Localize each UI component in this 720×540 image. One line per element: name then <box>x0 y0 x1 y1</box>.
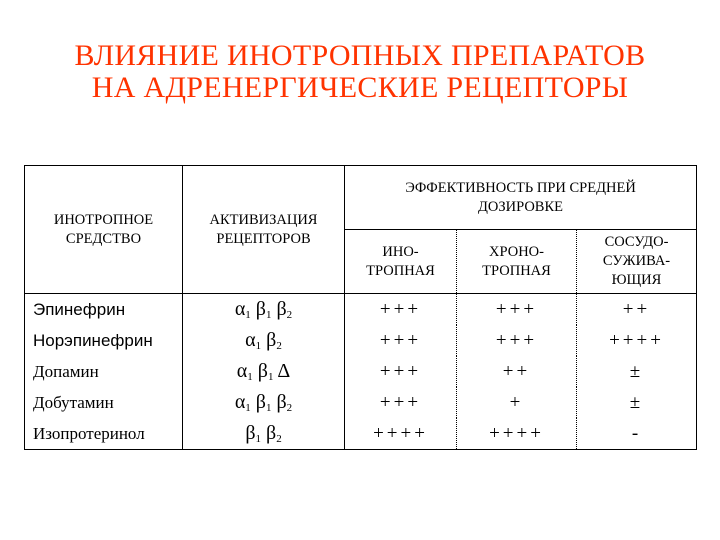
inotropic-value: +++ <box>345 356 457 387</box>
receptor-subscript: 1 <box>247 371 253 383</box>
receptor-subscript: 1 <box>265 309 272 321</box>
drug-name: Допамин <box>25 356 183 387</box>
receptor-cell <box>183 387 345 418</box>
header-chronotropic-line2: ТРОПНАЯ <box>482 262 551 279</box>
receptor-subscript: 1 <box>267 371 274 383</box>
table-row <box>25 387 697 418</box>
header-efficiency-label: ЭФФЕКТИВНОСТЬ ПРИ СРЕДНЕЙ ДОЗИРОВКЕ <box>405 179 636 215</box>
receptor-cell <box>183 356 345 387</box>
receptor-subscript: 2 <box>286 309 293 321</box>
drug-name: Норэпинефрин <box>25 325 183 356</box>
receptor-symbol: α <box>245 329 256 351</box>
title-line-1: ВЛИЯНИЕ ИНОТРОПНЫХ ПРЕПАРАТОВ <box>74 39 646 72</box>
header-inotropic-line1: ИНО- <box>382 243 419 260</box>
drug-name: Эпинефрин <box>25 294 183 326</box>
receptor-symbol: β <box>245 422 256 444</box>
header-drug <box>25 166 183 294</box>
receptor-symbol: β <box>276 298 287 320</box>
receptor-symbol: α <box>236 360 248 382</box>
header-inotropic-line2: ТРОПНАЯ <box>366 262 435 279</box>
receptor-subscript: 2 <box>276 340 282 352</box>
receptor-symbol: β <box>266 422 277 444</box>
header-receptors <box>183 166 345 294</box>
receptor-subscript: 1 <box>255 340 262 352</box>
chronotropic-value: +++ <box>457 325 577 356</box>
vaso-value: ++ <box>577 294 697 326</box>
receptor-symbol: β <box>255 298 266 320</box>
vaso-value: ++++ <box>577 325 697 356</box>
header-vaso-line3: ЮЩИЯ <box>611 272 662 288</box>
table-row <box>25 356 697 387</box>
header-vasoconstrictive <box>577 230 697 294</box>
table-row <box>25 294 697 326</box>
vaso-value: - <box>577 418 697 450</box>
inotropic-value: ++++ <box>345 418 457 450</box>
drug-name: Добутамин <box>25 387 183 418</box>
receptor-subscript: 1 <box>265 402 272 414</box>
header-chronotropic-line1: ХРОНО- <box>489 243 544 260</box>
receptor-cell <box>183 325 345 356</box>
receptor-subscript: 1 <box>245 402 251 414</box>
header-receptors-label: АКТИВИЗАЦИЯ РЕЦЕПТОРОВ <box>209 211 318 247</box>
title-line-2: НА АДРЕНЕРГИЧЕСКИЕ РЕЦЕПТОРЫ <box>91 71 629 104</box>
receptor-symbol: β <box>276 391 287 413</box>
chronotropic-value: ++++ <box>457 418 577 450</box>
inotropic-value: +++ <box>345 387 457 418</box>
vaso-value: ± <box>577 356 697 387</box>
receptor-cell <box>183 294 345 326</box>
inotropes-table <box>24 165 697 450</box>
chronotropic-value: +++ <box>457 294 577 326</box>
receptor-cell <box>183 418 345 450</box>
receptor-symbol: α <box>234 391 246 413</box>
slide-title <box>0 40 720 104</box>
receptor-subscript: 2 <box>276 433 282 445</box>
header-drug-label: ИНОТРОПНОЕ СРЕДСТВО <box>53 211 154 247</box>
receptor-symbol: β <box>255 391 266 413</box>
receptor-symbol: α <box>234 298 246 320</box>
drug-name: Изопротеринол <box>25 418 183 450</box>
receptor-subscript: 2 <box>286 402 293 414</box>
receptor-symbol: β <box>257 360 268 382</box>
header-inotropic <box>345 230 457 294</box>
header-efficiency <box>345 166 697 230</box>
table-row <box>25 418 697 450</box>
header-vaso-line2: СУЖИВА- <box>602 253 671 269</box>
receptor-subscript: 1 <box>255 433 261 445</box>
chronotropic-value: ++ <box>457 356 577 387</box>
receptor-symbol: Δ <box>277 360 291 382</box>
receptor-subscript: 1 <box>245 309 251 321</box>
inotropic-value: +++ <box>345 294 457 326</box>
table-row <box>25 325 697 356</box>
header-chronotropic <box>457 230 577 294</box>
vaso-value: ± <box>577 387 697 418</box>
receptor-symbol: β <box>266 329 277 351</box>
chronotropic-value: + <box>457 387 577 418</box>
inotropic-value: +++ <box>345 325 457 356</box>
header-vaso-line1: СОСУДО- <box>604 234 669 250</box>
